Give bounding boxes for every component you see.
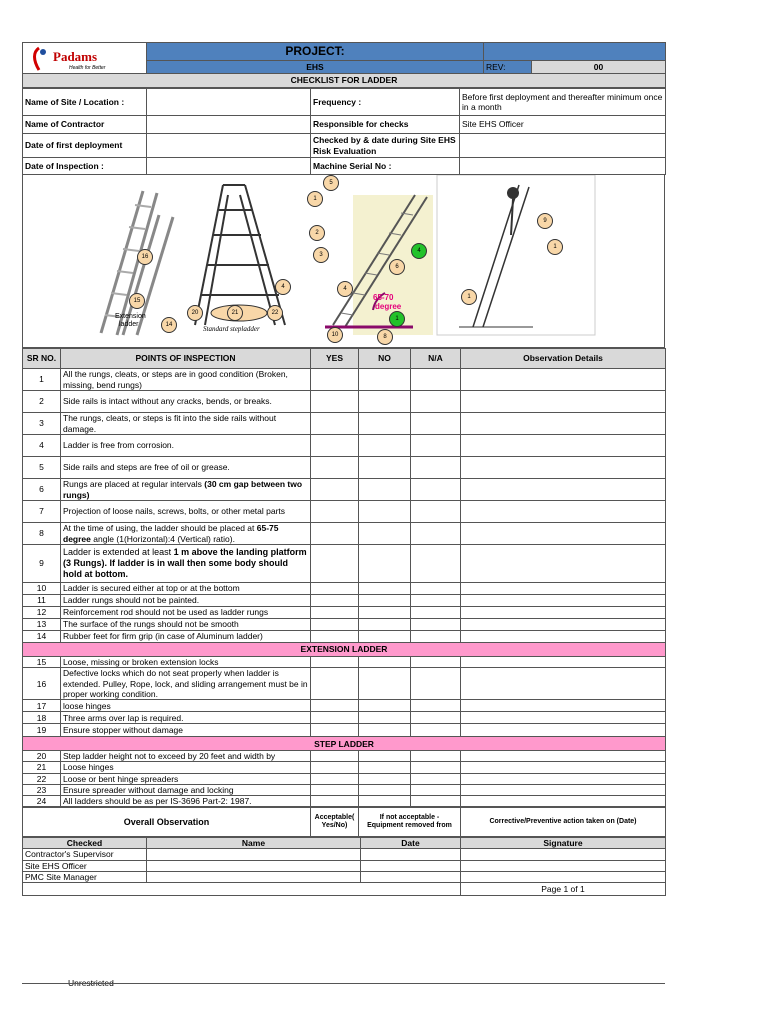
inspection-row [23, 457, 666, 479]
no-cell[interactable] [359, 619, 411, 631]
no-cell[interactable] [359, 523, 411, 545]
row-point: Side rails and steps are free of oil or grease. [61, 457, 311, 479]
rev-label: REV: [484, 61, 532, 74]
yes-cell[interactable] [311, 668, 359, 700]
yes-cell[interactable] [311, 523, 359, 545]
callout-badge: 9 [537, 213, 553, 229]
logo-text: Padams [53, 49, 98, 64]
no-cell[interactable] [359, 479, 411, 501]
no-cell[interactable] [359, 583, 411, 595]
row-point: Three arms over lap is required. [61, 712, 311, 724]
no-cell[interactable] [359, 751, 411, 762]
extension-ladder-label-1: Extension [115, 313, 146, 320]
na-cell[interactable] [411, 657, 461, 668]
callout-badge: 14 [161, 317, 177, 333]
row-number: 10 [23, 583, 61, 595]
contractor-value[interactable] [147, 116, 311, 134]
na-cell[interactable] [411, 501, 461, 523]
no-cell[interactable] [359, 595, 411, 607]
section-row [23, 737, 666, 751]
no-cell[interactable] [359, 545, 411, 583]
col-no: NO [359, 349, 411, 369]
no-cell[interactable] [359, 773, 411, 784]
observation-cell[interactable] [461, 523, 666, 545]
yes-cell[interactable] [311, 479, 359, 501]
no-cell[interactable] [359, 795, 411, 806]
row-number: 5 [23, 457, 61, 479]
yes-cell[interactable] [311, 435, 359, 457]
inspection-row [23, 545, 666, 583]
row-point: Rubber feet for firm grip (in case of Aluminum ladder) [61, 631, 311, 643]
na-cell[interactable] [411, 457, 461, 479]
info-table [22, 88, 666, 175]
site-value[interactable] [147, 89, 311, 116]
row-point: All the rungs, cleats, or steps are in good condition (Broken, missing, bend rungs) [61, 369, 311, 391]
signoff-date-cell[interactable] [361, 860, 461, 871]
angle-label-2: degree [375, 302, 402, 311]
row-point-emphasis: (30 cm gap between two rungs) [63, 479, 303, 500]
inspection-row [23, 595, 666, 607]
row-number: 2 [23, 391, 61, 413]
row-point: Loose hinges [61, 762, 311, 773]
logo [23, 43, 147, 74]
bottom-rule [22, 983, 665, 984]
inspection-row [23, 631, 666, 643]
na-cell[interactable] [411, 784, 461, 795]
callout-badge: 6 [389, 259, 405, 275]
callout-badge: 21 [227, 305, 243, 321]
signoff-date-cell[interactable] [361, 849, 461, 860]
extension-ladder-label-2: ladder [119, 321, 139, 328]
row-number: 17 [23, 700, 61, 712]
na-cell[interactable] [411, 523, 461, 545]
row-point: Ladder is secured either at top or at the bottom [61, 583, 311, 595]
signoff-role: PMC Site Manager [23, 871, 147, 882]
no-cell[interactable] [359, 657, 411, 668]
callout-badge: 1 [547, 239, 563, 255]
overall-label: Overall Observation [23, 808, 311, 837]
inspection-row [23, 435, 666, 457]
signoff-date-cell[interactable] [361, 871, 461, 882]
observation-cell[interactable] [461, 583, 666, 595]
observation-cell[interactable] [461, 657, 666, 668]
callout-badge: 1 [461, 289, 477, 305]
callout-badge: 1 [389, 311, 405, 327]
yes-cell[interactable] [311, 724, 359, 737]
na-cell[interactable] [411, 435, 461, 457]
serial-label: Machine Serial No : [311, 158, 460, 175]
observation-cell[interactable] [461, 391, 666, 413]
yes-cell[interactable] [311, 545, 359, 583]
signoff-date: Date [361, 838, 461, 849]
row-point: Loose or bent hinge spreaders [61, 773, 311, 784]
na-cell[interactable] [411, 545, 461, 583]
callout-badge: 1 [307, 191, 323, 207]
yes-cell[interactable] [311, 784, 359, 795]
observation-cell[interactable] [461, 369, 666, 391]
yes-cell[interactable] [311, 457, 359, 479]
callout-badge: 4 [275, 279, 291, 295]
department: EHS [147, 61, 484, 74]
observation-cell[interactable] [461, 435, 666, 457]
signoff-name: Name [147, 838, 361, 849]
na-cell[interactable] [411, 595, 461, 607]
first-deployment-value[interactable] [147, 134, 311, 158]
row-point: Ensure spreader without damage and locking [61, 784, 311, 795]
row-point: Side rails is intact without any cracks, bends, or breaks. [61, 391, 311, 413]
no-cell[interactable] [359, 501, 411, 523]
signoff-checked: Checked [23, 838, 147, 849]
yes-cell[interactable] [311, 762, 359, 773]
na-cell[interactable] [411, 724, 461, 737]
signoff-role: Site EHS Officer [23, 860, 147, 871]
checked-by-value[interactable] [460, 134, 666, 158]
callout-badge: 15 [129, 293, 145, 309]
inspection-row [23, 668, 666, 700]
callout-badge: 10 [327, 327, 343, 343]
callout-badge: 3 [313, 247, 329, 263]
first-deployment-label: Date of first deployment [23, 134, 147, 158]
col-na: N/A [411, 349, 461, 369]
row-point-text: Rungs are placed at regular intervals [63, 479, 205, 490]
signoff-signature-cell[interactable] [461, 871, 666, 882]
no-cell[interactable] [359, 413, 411, 435]
callout-badge: 8 [377, 329, 393, 345]
observation-cell[interactable] [461, 751, 666, 762]
observation-cell[interactable] [461, 668, 666, 700]
na-cell[interactable] [411, 619, 461, 631]
row-number: 19 [23, 724, 61, 737]
row-point: Step ladder height not to exceed by 20 feet and width by [61, 751, 311, 762]
row-number: 6 [23, 479, 61, 501]
row-number: 24 [23, 795, 61, 806]
callout-badge: 16 [137, 249, 153, 265]
inspection-value[interactable] [147, 158, 311, 175]
observation-cell[interactable] [461, 762, 666, 773]
row-point-emphasis: 65-75 degree [63, 523, 279, 544]
signoff-name-cell[interactable] [147, 849, 361, 860]
observation-cell[interactable] [461, 619, 666, 631]
observation-cell[interactable] [461, 724, 666, 737]
callout-badge: 4 [337, 281, 353, 297]
inspection-row [23, 657, 666, 668]
row-number: 13 [23, 619, 61, 631]
yes-cell[interactable] [311, 583, 359, 595]
row-point: Projection of loose nails, screws, bolts, or other metal parts [61, 501, 311, 523]
row-number: 23 [23, 784, 61, 795]
inspection-row [23, 369, 666, 391]
no-cell[interactable] [359, 457, 411, 479]
na-cell[interactable] [411, 712, 461, 724]
yes-cell[interactable] [311, 501, 359, 523]
logo-mark-icon [29, 46, 49, 72]
row-number: 9 [23, 545, 61, 583]
page-number: Page 1 of 1 [461, 882, 666, 895]
corrective-label: Corrective/Preventive action taken on (Date) [461, 808, 666, 837]
header-table [22, 42, 666, 88]
signoff-signature: Signature [461, 838, 666, 849]
no-cell[interactable] [359, 784, 411, 795]
no-cell[interactable] [359, 668, 411, 700]
row-number: 20 [23, 751, 61, 762]
row-number: 15 [23, 657, 61, 668]
yes-cell[interactable] [311, 619, 359, 631]
yes-cell[interactable] [311, 700, 359, 712]
na-cell[interactable] [411, 391, 461, 413]
col-yes: YES [311, 349, 359, 369]
observation-cell[interactable] [461, 631, 666, 643]
no-cell[interactable] [359, 631, 411, 643]
inspection-row [23, 479, 666, 501]
row-number: 1 [23, 369, 61, 391]
na-cell[interactable] [411, 479, 461, 501]
observation-cell[interactable] [461, 607, 666, 619]
yes-cell[interactable] [311, 413, 359, 435]
na-cell[interactable] [411, 631, 461, 643]
observation-cell[interactable] [461, 479, 666, 501]
row-point: Ensure stopper without damage [61, 724, 311, 737]
row-number: 4 [23, 435, 61, 457]
responsible-label: Responsible for checks [311, 116, 460, 134]
checklist-sheet [22, 42, 665, 896]
row-point: loose hinges [61, 700, 311, 712]
na-cell[interactable] [411, 369, 461, 391]
inspection-row [23, 523, 666, 545]
logo-tagline: Health for Better [69, 65, 106, 71]
page-spacer [23, 882, 461, 895]
inspection-row [23, 607, 666, 619]
inspection-row [23, 391, 666, 413]
observation-cell[interactable] [461, 700, 666, 712]
inspection-row [23, 762, 666, 773]
inspection-row [23, 773, 666, 784]
section-step-ladder: STEP LADDER [23, 737, 666, 751]
na-cell[interactable] [411, 413, 461, 435]
row-point: All ladders should be as per IS-3696 Part-2: 1987. [61, 795, 311, 806]
inspection-row [23, 784, 666, 795]
observation-cell[interactable] [461, 413, 666, 435]
observation-cell[interactable] [461, 773, 666, 784]
inspection-row [23, 795, 666, 806]
yes-cell[interactable] [311, 607, 359, 619]
yes-cell[interactable] [311, 631, 359, 643]
no-cell[interactable] [359, 369, 411, 391]
row-point-emphasis: 1 m above the landing platform (3 Rungs). If ladder is in wall then some body should hold at bottom. [63, 547, 307, 579]
na-cell[interactable] [411, 751, 461, 762]
row-number: 22 [23, 773, 61, 784]
na-cell[interactable] [411, 762, 461, 773]
row-point: Defective locks which do not seat properly when ladder is extended. Pulley, Rope, lock, and sliding arrangement must be in proper working condition. [61, 668, 311, 700]
observation-cell[interactable] [461, 784, 666, 795]
signoff-table [22, 837, 666, 896]
frequency-value: Before first deployment and thereafter minimum once in a month [460, 89, 666, 116]
yes-cell[interactable] [311, 369, 359, 391]
acceptable-label: Acceptable( Yes/No) [311, 808, 359, 837]
no-cell[interactable] [359, 607, 411, 619]
yes-cell[interactable] [311, 751, 359, 762]
contractor-label: Name of Contractor [23, 116, 147, 134]
no-cell[interactable] [359, 724, 411, 737]
inspection-row [23, 619, 666, 631]
yes-cell[interactable] [311, 391, 359, 413]
row-point [61, 523, 311, 545]
classification-label: Unrestricted [68, 978, 114, 988]
callout-badge: 22 [267, 305, 283, 321]
callout-badge: 2 [309, 225, 325, 241]
signoff-name-cell[interactable] [147, 871, 361, 882]
overall-table [22, 807, 666, 837]
na-cell[interactable] [411, 795, 461, 806]
signoff-role: Contractor's Supervisor [23, 849, 147, 860]
observation-cell[interactable] [461, 795, 666, 806]
inspection-label: Date of Inspection : [23, 158, 147, 175]
inspection-row [23, 751, 666, 762]
row-number: 11 [23, 595, 61, 607]
serial-value[interactable] [460, 158, 666, 175]
col-observation: Observation Details [461, 349, 666, 369]
observation-cell[interactable] [461, 545, 666, 583]
inspection-row [23, 583, 666, 595]
inspection-row [23, 712, 666, 724]
na-cell[interactable] [411, 700, 461, 712]
observation-cell[interactable] [461, 595, 666, 607]
not-acceptable-label: If not acceptable - Equipment removed from [359, 808, 461, 837]
na-cell[interactable] [411, 668, 461, 700]
inspection-row [23, 413, 666, 435]
row-number: 12 [23, 607, 61, 619]
checked-by-label: Checked by & date during Site EHS Risk Evaluation [311, 134, 460, 158]
yes-cell[interactable] [311, 795, 359, 806]
section-row [23, 643, 666, 657]
na-cell[interactable] [411, 773, 461, 784]
project-value [484, 43, 666, 61]
responsible-value: Site EHS Officer [460, 116, 666, 134]
row-point: The rungs, cleats, or steps is fit into the side rails without damage. [61, 413, 311, 435]
callout-badge: 5 [323, 175, 339, 191]
callout-badge: 20 [187, 305, 203, 321]
inspection-table [22, 348, 666, 807]
row-point-text: angle (1(Horizontal):4 (Vertical) ratio). [90, 533, 235, 544]
yes-cell[interactable] [311, 657, 359, 668]
frequency-label: Frequency : [311, 89, 460, 116]
row-point-text: At the time of using, the ladder should be placed at [63, 523, 257, 534]
no-cell[interactable] [359, 712, 411, 724]
row-point: Loose, missing or broken extension locks [61, 657, 311, 668]
signoff-name-cell[interactable] [147, 860, 361, 871]
rev-value: 00 [532, 61, 666, 74]
no-cell[interactable] [359, 700, 411, 712]
row-number: 16 [23, 668, 61, 700]
row-point: Ladder rungs should not be painted. [61, 595, 311, 607]
no-cell[interactable] [359, 762, 411, 773]
step-ladder-label: Standard stepladder [203, 325, 260, 333]
na-cell[interactable] [411, 583, 461, 595]
row-point: Reinforcement rod should not be used as ladder rungs [61, 607, 311, 619]
row-number: 21 [23, 762, 61, 773]
signoff-signature-cell[interactable] [461, 860, 666, 871]
row-point: The surface of the rungs should not be smooth [61, 619, 311, 631]
site-label: Name of Site / Location : [23, 89, 147, 116]
inspection-row [23, 501, 666, 523]
row-number: 7 [23, 501, 61, 523]
row-number: 14 [23, 631, 61, 643]
yes-cell[interactable] [311, 595, 359, 607]
observation-cell[interactable] [461, 501, 666, 523]
row-point [61, 479, 311, 501]
callout-badge: 4 [411, 243, 427, 259]
row-point: Ladder is free from corrosion. [61, 435, 311, 457]
yes-cell[interactable] [311, 773, 359, 784]
no-cell[interactable] [359, 391, 411, 413]
row-number: 18 [23, 712, 61, 724]
row-number: 3 [23, 413, 61, 435]
row-point [61, 545, 311, 583]
col-points: POINTS OF INSPECTION [61, 349, 311, 369]
na-cell[interactable] [411, 607, 461, 619]
section-extension-ladder: EXTENSION LADDER [23, 643, 666, 657]
angle-label-1: 65-70 [373, 293, 394, 302]
row-number: 8 [23, 523, 61, 545]
signoff-signature-cell[interactable] [461, 849, 666, 860]
yes-cell[interactable] [311, 712, 359, 724]
col-sr: SR NO. [23, 349, 61, 369]
observation-cell[interactable] [461, 457, 666, 479]
observation-cell[interactable] [461, 712, 666, 724]
no-cell[interactable] [359, 435, 411, 457]
checklist-title: CHECKLIST FOR LADDER [23, 74, 666, 88]
row-point-text: Ladder is extended at least [63, 547, 174, 558]
inspection-row [23, 724, 666, 737]
project-label: PROJECT: [147, 43, 484, 61]
ladder-illustration [22, 175, 665, 348]
inspection-row [23, 700, 666, 712]
